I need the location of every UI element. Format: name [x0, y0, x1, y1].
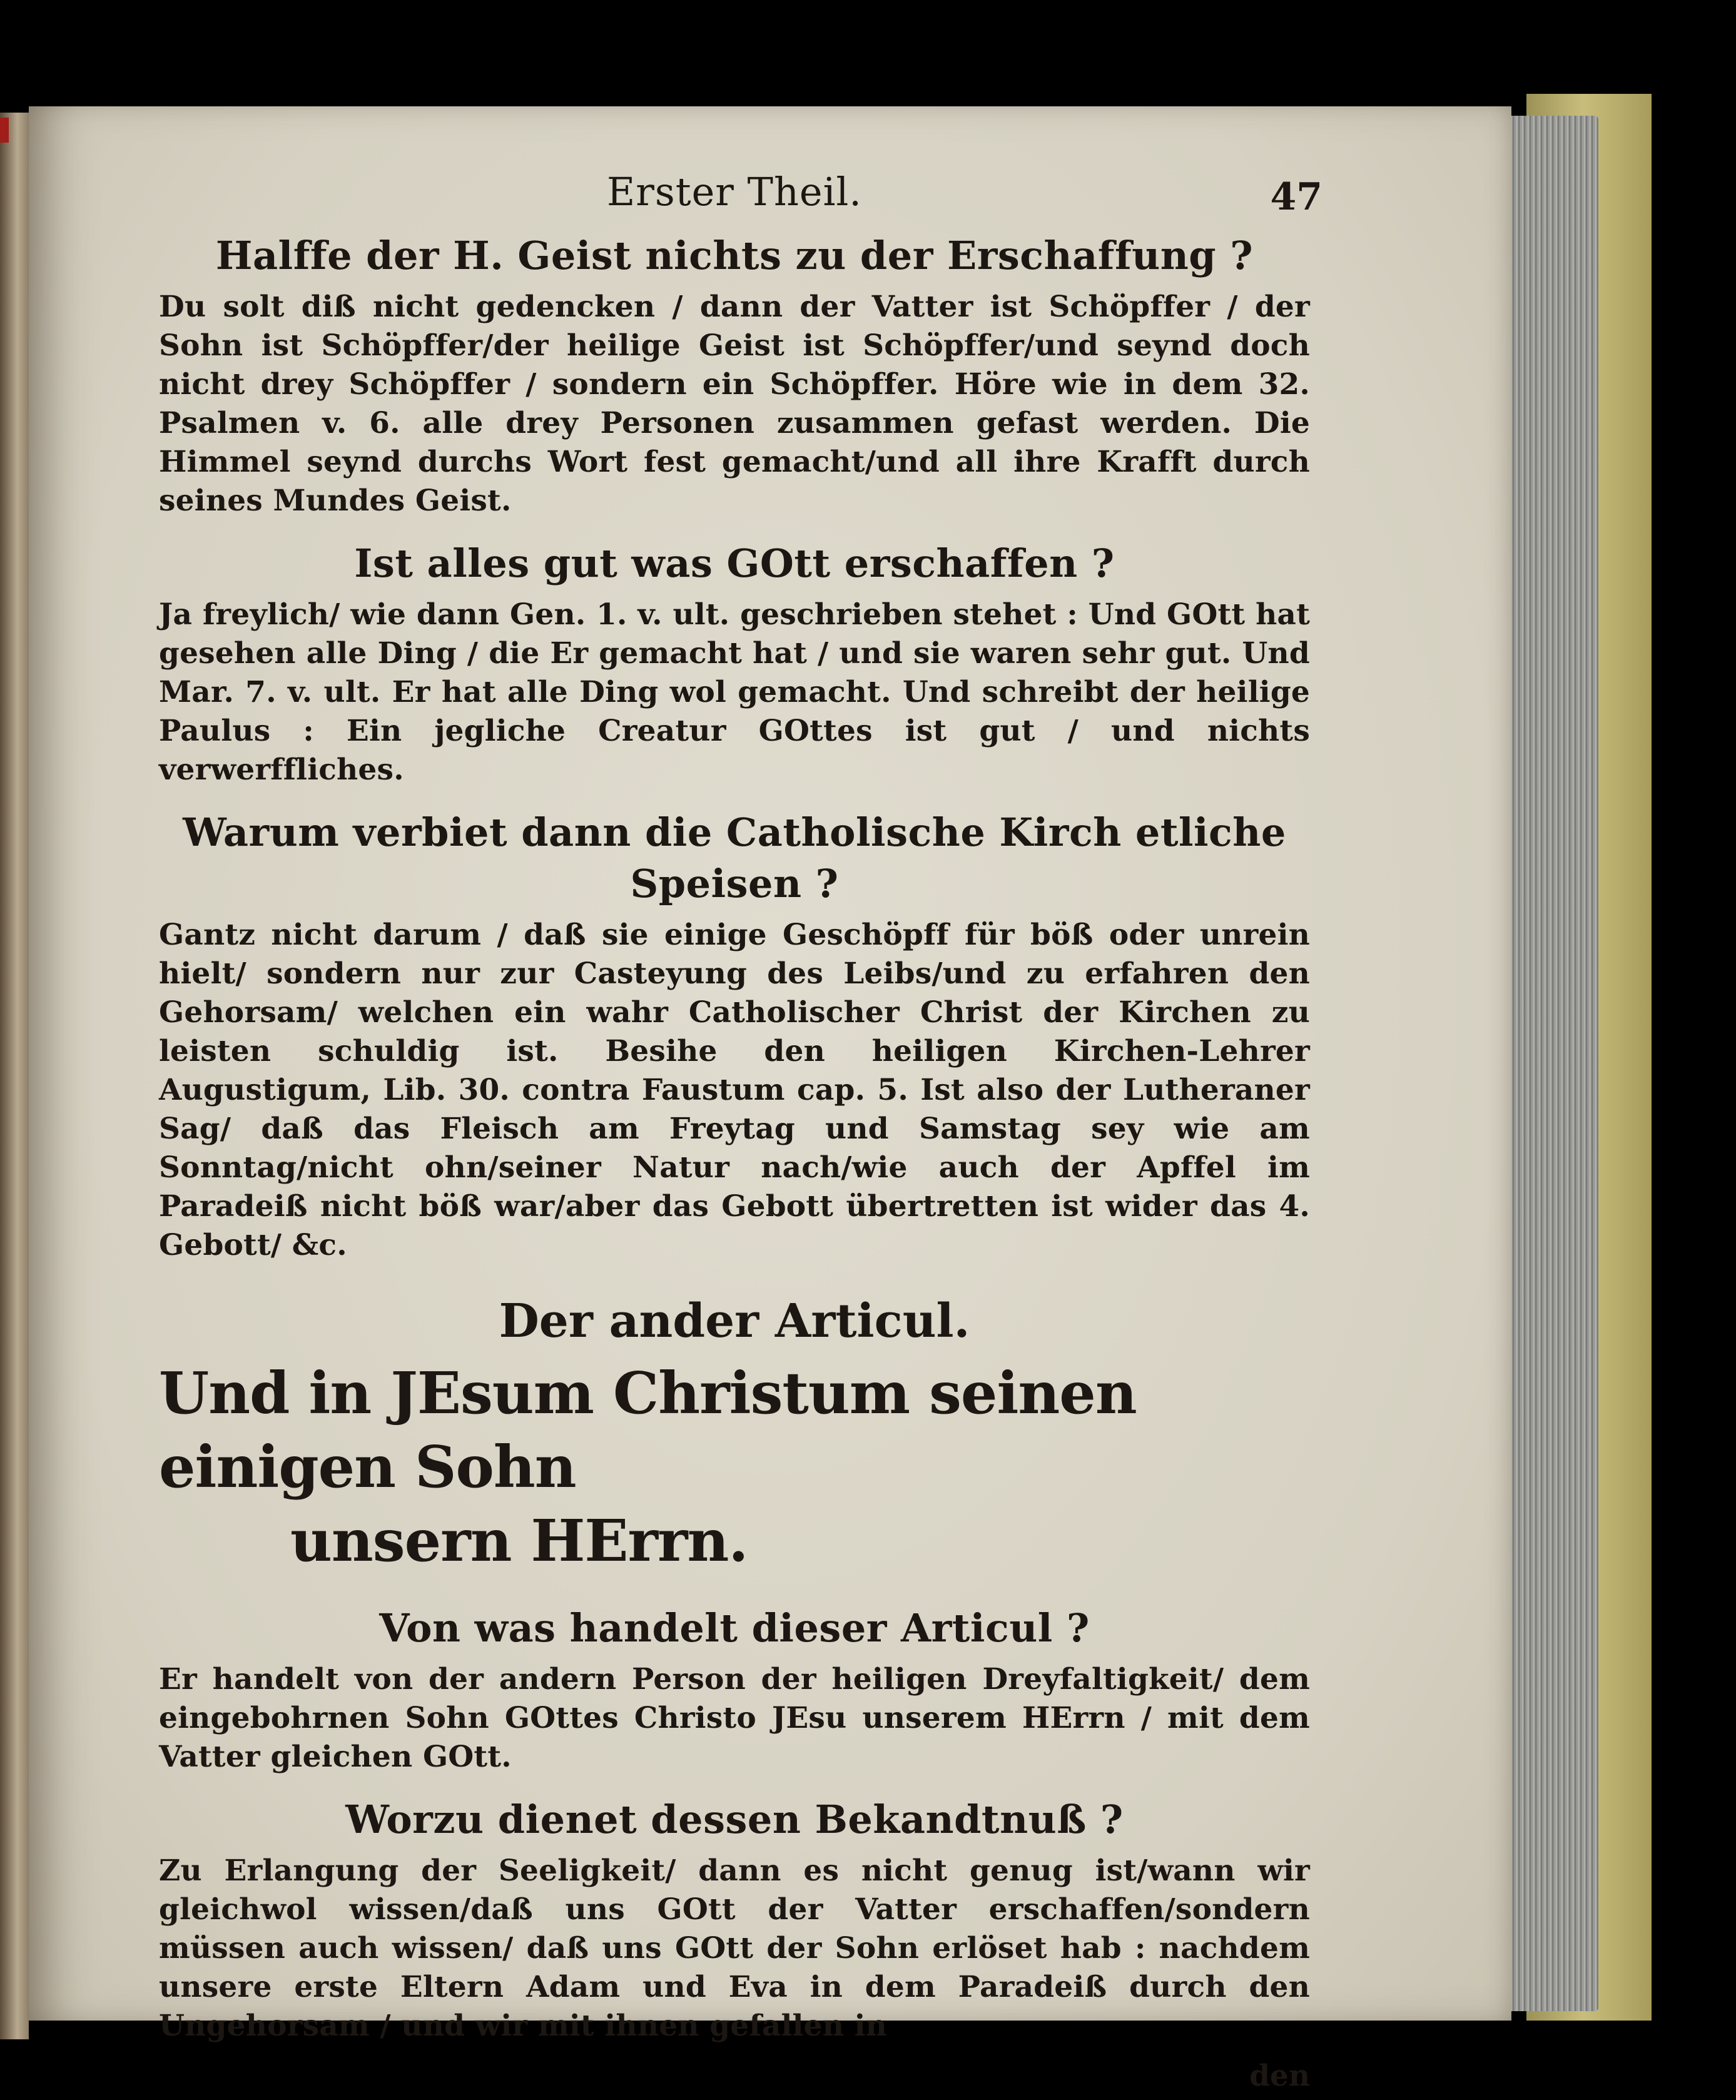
left-facing-page — [0, 113, 29, 2039]
question-heading: Halffe der H. Geist nichts zu der Erschaffung ? — [215, 233, 1254, 278]
question-heading: Worzu dienet dessen Bekandtnuß ? — [345, 1797, 1124, 1842]
article-creed-line: unsern HErrn. — [290, 1507, 748, 1575]
running-title: Erster Theil. — [606, 169, 862, 215]
answer-paragraph: Du solt diß nicht gedencken / dann der Vatter ist Schöpffer / der Sohn ist Schöpffer/der heilige Geist ist Schöpffer/und seynd doch nicht drey Schöpffer / sondern ein Schöpffer. Höre wie in dem 32. Psalmen v. 6. alle drey Personen zusammen gefast werden. Die Himmel seynd durchs Wort fest gemacht/und all ihre Krafft durch seines Mundes Geist. — [159, 290, 1310, 518]
question-heading: Warum verbiet dann die Catholische Kirch etliche Speisen ? — [183, 809, 1286, 906]
answer-paragraph: Gantz nicht darum / daß sie einige Geschöpff für böß oder unrein hielt/ sondern nur zur Casteyung des Leibs/und zu erfahren den Gehorsam/ welchen ein wahr Catholischer Christ der Kirchen zu leisten schuldig ist. Besihe den heiligen Kirchen-Lehrer Augustigum, Lib. 30. contra Faustum cap. 5. Ist also der Lutheraner Sag/ daß das Fleisch am Freytag und Samstag sey wie am Sonntag/nicht ohn/seiner Natur nach/wie auch der Apffel im Paradeiß nicht böß war/aber das Gebott übertretten ist wider das 4. Gebott/ &c. — [159, 918, 1310, 1262]
question-heading: Ist alles gut was GOtt erschaffen ? — [354, 540, 1115, 586]
article-creed-text — [159, 1356, 1310, 1578]
page-edges — [1498, 116, 1598, 2011]
answer-paragraph: Ja freylich/ wie dann Gen. 1. v. ult. geschrieben stehet : Und GOtt hat gesehen alle Ding / die Er gemacht hat / und sie waren sehr gut. Und Mar. 7. v. ult. Er hat alle Ding wol gemacht. Und schreibt der heilige Paulus : Ein jegliche Creatur GOttes ist gut / und nichts verwerffliches. — [159, 597, 1310, 787]
answer-paragraph: Er handelt von der andern Person der heiligen Dreyfaltigkeit/ dem eingebohrnen Sohn GOttes Christo JEsu unserem HErrn / mit dem Vatter gleichen GOtt. — [159, 1662, 1310, 1774]
answer-paragraph: Zu Erlangung der Seeligkeit/ dann es nicht genug ist/wann wir gleichwol wissen/daß uns GOtt der Vatter erschaffen/sondern müssen auch wissen/ daß uns GOtt der Sohn erlöset hab : nachdem unsere erste Eltern Adam und Eva in dem Paradeiß durch den Ungehorsam / und wir mit ihnen gefallen in — [159, 1854, 1310, 2043]
page-number: 47 — [1270, 175, 1322, 219]
running-head — [159, 169, 1322, 226]
bookmark-ribbon — [0, 118, 9, 143]
page-text-block — [159, 169, 1322, 2096]
article-title: Der ander Articul. — [499, 1294, 970, 1348]
catchword: den — [1249, 2059, 1310, 2093]
book-page — [29, 106, 1511, 2093]
question-heading: Von was handelt dieser Articul ? — [379, 1605, 1090, 1651]
article-creed-line: Und in JEsum Christum seinen einigen Sohn — [159, 1359, 1137, 1501]
